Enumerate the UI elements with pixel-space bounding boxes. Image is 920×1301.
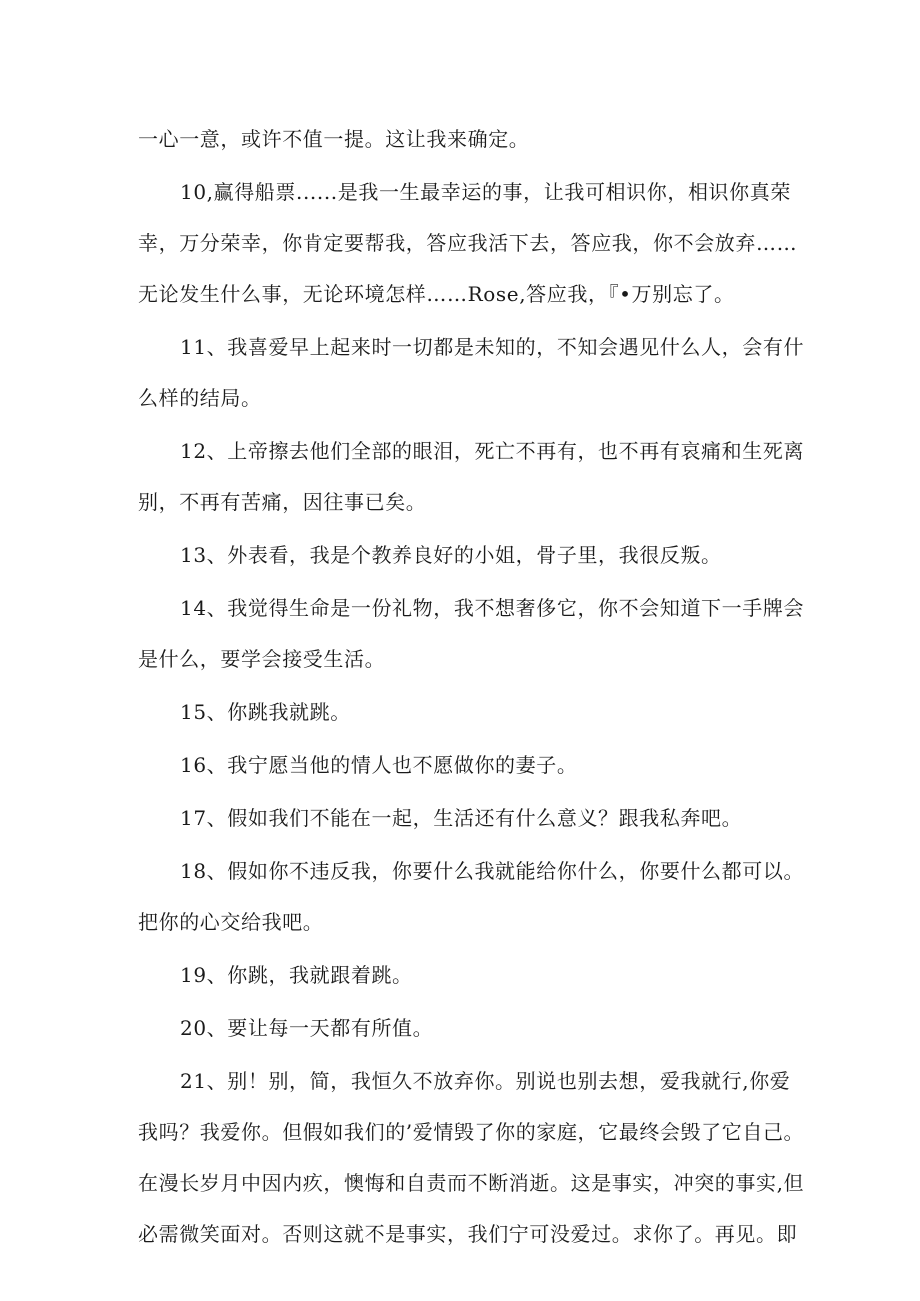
text-line: 在漫长岁月中因内疚，懊悔和自责而不断消逝。这是事实，冲突的事实,但	[138, 1171, 805, 1195]
quote-18	[138, 846, 805, 948]
text-line: 15、你跳我就跳。	[180, 700, 351, 724]
text-line: 20、要让每一天都有所值。	[180, 1016, 434, 1040]
quote-17	[138, 793, 798, 844]
text-line: 一心一意，或许不值一提。这让我来确定。	[138, 127, 530, 151]
text-line: 17、假如我们不能在一起，生活还有什么意义？跟我私奔吧。	[180, 806, 743, 830]
text-line: 14、我觉得生命是一份礼物，我不想奢侈它，你不会知道下一手牌会	[180, 596, 805, 620]
text-line: 10,赢得船票......是我一生最幸运的事，让我可相识你，相识你真荣	[180, 180, 791, 204]
text-line: 13、外表看，我是个教养良好的小姐，骨子里，我很反叛。	[180, 543, 722, 567]
document-body	[138, 114, 805, 1260]
text-line: 无论发生什么事，无论环境怎样……Rose,答应我，『•万别忘了。	[138, 282, 735, 306]
text-line: 21、别！别，简，我恒久不放弃你。别说也别去想，爱我就行,你爱	[180, 1069, 791, 1093]
quote-16	[138, 740, 798, 791]
quote-10	[138, 167, 798, 320]
text-line: 么样的结局。	[138, 386, 262, 410]
quote-14	[138, 583, 805, 685]
text-line: 必需微笑面对。否则这就不是事实，我们宁可没爱过。求你了。再见。即	[138, 1222, 798, 1246]
text-line: 是什么，要学会接受生活。	[138, 647, 386, 671]
quote-11	[138, 322, 805, 424]
text-line: 幸，万分荣幸，你肯定要帮我，答应我活下去，答应我，你不会放弃……	[138, 231, 798, 255]
quote-12	[138, 426, 805, 528]
paragraph-continuation	[138, 114, 798, 165]
quote-13	[138, 530, 798, 581]
text-line: 18、假如你不违反我，你要什么我就能给你什么，你要什么都可以。	[180, 859, 805, 883]
quote-15	[138, 687, 798, 738]
quote-21	[138, 1056, 805, 1260]
text-line: 11、我喜爱早上起来时一切都是未知的，不知会遇见什么人，会有什	[180, 335, 805, 359]
quote-19	[138, 950, 798, 1001]
quote-20	[138, 1003, 798, 1054]
text-line: 把你的心交给我吧。	[138, 910, 324, 934]
text-line: 16、我宁愿当他的情人也不愿做你的妻子。	[180, 753, 578, 777]
text-line: 我吗？我爱你。但假如我们的’爱情毁了你的家庭，它最终会毁了它自己。	[138, 1120, 805, 1144]
text-line: 12、上帝擦去他们全部的眼泪，死亡不再有，也不再有哀痛和生死离	[180, 439, 805, 463]
text-line: 19、你跳，我就跟着跳。	[180, 963, 413, 987]
text-line: 别，不再有苦痛，因往事已矣。	[138, 490, 427, 514]
